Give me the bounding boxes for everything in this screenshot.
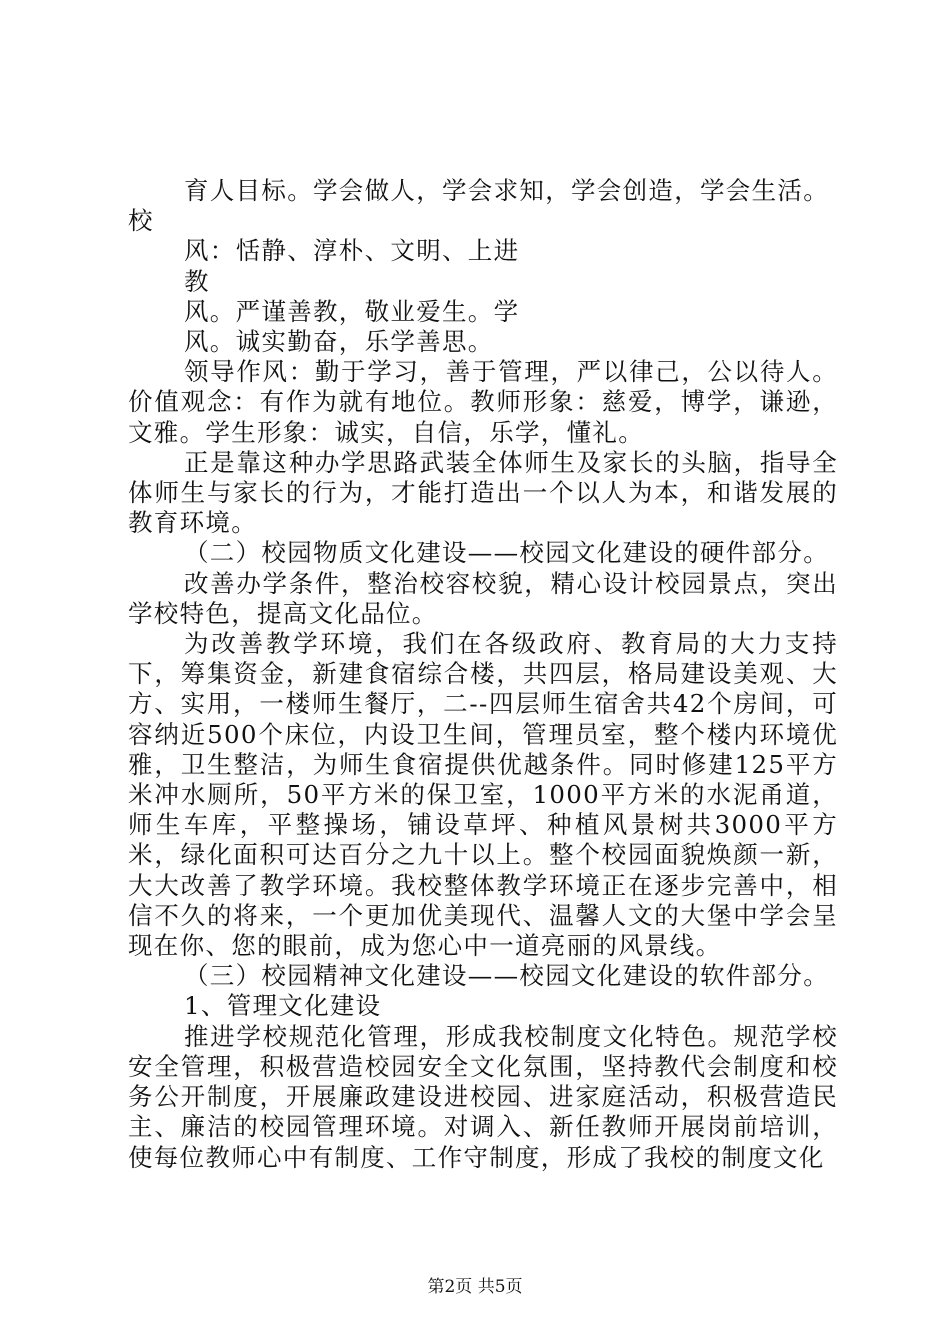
section-heading-spiritual-culture: （三）校园精神文化建设——校园文化建设的软件部分。 bbox=[184, 961, 829, 991]
subsection-heading-management-culture: 1、管理文化建设 bbox=[184, 991, 382, 1021]
text-line: 风。严谨善教，敬业爱生。学 bbox=[184, 296, 520, 326]
text-line: 校 bbox=[128, 206, 154, 236]
section-heading-material-culture: （二）校园物质文化建设——校园文化建设的硬件部分。 bbox=[184, 538, 829, 568]
text-line: 风：恬静、淳朴、文明、上进 bbox=[184, 236, 520, 266]
paragraph-school-philosophy: 正是靠这种办学思路武装全体师生及家长的头脑，指导全体师生与家长的行为，才能打造出一个以人为本，和谐发展的教育环境。 bbox=[128, 447, 838, 538]
text-line: 风。诚实勤奋，乐学善思。 bbox=[184, 327, 494, 357]
paragraph-conditions: 改善办学条件，整治校容校貌，精心设计校园景点，突出学校特色，提高文化品位。 bbox=[128, 568, 838, 628]
body-text bbox=[128, 176, 838, 1173]
paragraph-environment: 为改善教学环境，我们在各级政府、教育局的大力支持下，筹集资金，新建食宿综合楼，共四层，格局建设美观、大方、实用，一楼师生餐厅，二--四层师生宿舍共42个房间，可容纳近500个床位，内设卫生间，管理员室，整个楼内环境优雅，卫生整洁，为师生食宿提供优越条件。同时修建125平方米冲水厕所，50平方米的保卫室，1000平方米的水泥甬道，师生车库，平整操场，铺设草坪、种植风景树共3000平方米，绿化面积可达百分之九十以上。整个校园面貌焕颜一新，大大改善了教学环境。我校整体教学环境正在逐步完善中，相信不久的将来，一个更加优美现代、温馨人文的大堡中学会呈现在你、您的眼前，成为您心中一道亮丽的风景线。 bbox=[128, 629, 838, 961]
paragraph-leadership-style: 领导作风：勤于学习，善于管理，严以律己，公以待人。价值观念：有作为就有地位。教师形象：慈爱，博学，谦逊，文雅。学生形象：诚实，自信，乐学，懂礼。 bbox=[128, 357, 838, 447]
text-line: 育人目标。学会做人，学会求知，学会创造，学会生活。 bbox=[184, 176, 829, 205]
text-line: 教 bbox=[184, 266, 210, 296]
paragraph-management: 推进学校规范化管理，形成我校制度文化特色。规范学校安全管理，积极营造校园安全文化氛围，坚持教代会制度和校务公开制度，开展廉政建设进校园、进家庭活动，积极营造民主、廉洁的校园管理环境。对调入、新任教师开展岗前培训，使每位教师心中有制度、工作守制度，形成了我校的制度文化 bbox=[128, 1021, 838, 1172]
page-footer: 第2页 共5页 bbox=[427, 1277, 523, 1297]
